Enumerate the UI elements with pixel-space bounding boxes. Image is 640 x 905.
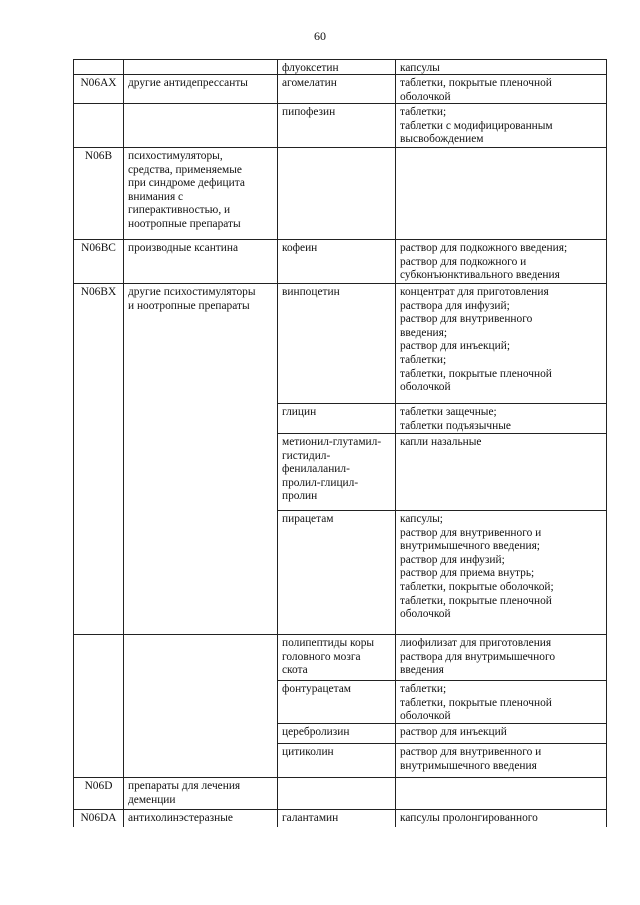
anatomical-group-cell: другие психостимуляторы и ноотропные препараты (123, 284, 277, 404)
atc-code-cell (73, 104, 123, 147)
drug-name-cell: цитиколин (277, 743, 395, 777)
table-row (73, 634, 607, 681)
anatomical-group-cell (123, 104, 277, 147)
drug-name-cell: церебролизин (277, 723, 395, 744)
table-row (73, 404, 607, 434)
anatomical-group-cell (123, 724, 277, 744)
table-row (73, 434, 607, 511)
dosage-forms-cell: раствор для внутривенного и внутримышечного введения (395, 743, 607, 777)
dosage-forms-cell: капли назальные (395, 433, 607, 511)
dosage-forms-cell: раствор для подкожного введения; раствор для подкожного и субконъюнктивального введения (395, 240, 607, 283)
table-row (73, 511, 607, 634)
dosage-forms-cell: капсулы; раствор для внутривенного и внутримышечного введения; раствор для инфузий; раствор для приема внутрь; таблетки, покрытые оболочкой; таблетки, покрытые пленочной оболочкой (395, 510, 607, 634)
dosage-forms-cell: капсулы пролонгированного (395, 810, 607, 827)
drug-name-cell: пипофезин (277, 104, 395, 147)
anatomical-group-cell (123, 434, 277, 511)
anatomical-group-cell (123, 60, 277, 74)
atc-code-cell: N06D (73, 778, 123, 809)
atc-code-cell (73, 60, 123, 74)
anatomical-group-cell (123, 681, 277, 724)
dosage-forms-cell: капсулы (395, 60, 607, 74)
drug-name-cell: галантамин (277, 810, 395, 827)
drug-name-cell: флуоксетин (277, 60, 395, 74)
dosage-forms-cell: таблетки; таблетки с модифицированным высвобождением (395, 104, 607, 147)
table-row (73, 681, 607, 724)
atc-code-cell: N06DA (73, 810, 123, 827)
atc-code-cell (73, 404, 123, 434)
anatomical-group-cell (123, 404, 277, 434)
atc-code-cell (73, 511, 123, 634)
drug-name-cell: фонтурацетам (277, 680, 395, 724)
drug-name-cell: винпоцетин (277, 284, 395, 404)
table-row (73, 147, 607, 239)
anatomical-group-cell: антихолинэстеразные (123, 810, 277, 827)
atc-code-cell (73, 635, 123, 681)
drug-name-cell: пирацетам (277, 510, 395, 634)
atc-code-cell (73, 724, 123, 744)
medication-table (73, 59, 607, 827)
drug-name-cell: глицин (277, 403, 395, 434)
table-row (73, 744, 607, 777)
page-number: 60 (314, 29, 326, 43)
dosage-forms-cell: лиофилизат для приготовления раствора для внутримышечного введения (395, 635, 607, 681)
table-row (73, 74, 607, 103)
anatomical-group-cell (123, 511, 277, 634)
table-row (73, 103, 607, 147)
dosage-forms-cell: раствор для инъекций (395, 723, 607, 744)
anatomical-group-cell: другие антидепрессанты (123, 75, 277, 103)
atc-code-cell: N06BX (73, 284, 123, 404)
anatomical-group-cell: производные ксантина (123, 240, 277, 283)
drug-name-cell: метионил-глутамил- гистидил- фенилаланил- пролил-глицил- пролин (277, 433, 395, 511)
atc-code-cell: N06BC (73, 240, 123, 283)
dosage-forms-cell: концентрат для приготовления раствора для инфузий; раствор для внутривенного введения; раствор для инъекций; таблетки; таблетки, покрытые пленочной оболочкой (395, 284, 607, 404)
anatomical-group-cell (123, 635, 277, 681)
anatomical-group-cell: препараты для лечения деменции (123, 778, 277, 809)
anatomical-group-cell (123, 744, 277, 777)
table-row (73, 283, 607, 404)
drug-name-cell (277, 148, 395, 239)
table-row (73, 724, 607, 744)
atc-code-cell: N06AX (73, 75, 123, 103)
drug-name-cell: агомелатин (277, 75, 395, 103)
table-row (73, 809, 607, 827)
dosage-forms-cell (395, 778, 607, 809)
drug-name-cell: кофеин (277, 240, 395, 283)
table-row (73, 59, 607, 74)
atc-code-cell (73, 434, 123, 511)
atc-code-cell: N06B (73, 148, 123, 239)
dosage-forms-cell: таблетки; таблетки, покрытые пленочной оболочкой (395, 680, 607, 724)
anatomical-group-cell: психостимуляторы, средства, применяемые при синдроме дефицита внимания с гиперактивностью, и ноотропные препараты (123, 148, 277, 239)
atc-code-cell (73, 681, 123, 724)
drug-name-cell (277, 778, 395, 809)
dosage-forms-cell (395, 148, 607, 239)
drug-name-cell: полипептиды коры головного мозга скота (277, 635, 395, 681)
dosage-forms-cell: таблетки, покрытые пленочной оболочкой (395, 75, 607, 103)
atc-code-cell (73, 744, 123, 777)
table-row (73, 239, 607, 283)
dosage-forms-cell: таблетки защечные; таблетки подъязычные (395, 403, 607, 434)
table-row (73, 777, 607, 809)
